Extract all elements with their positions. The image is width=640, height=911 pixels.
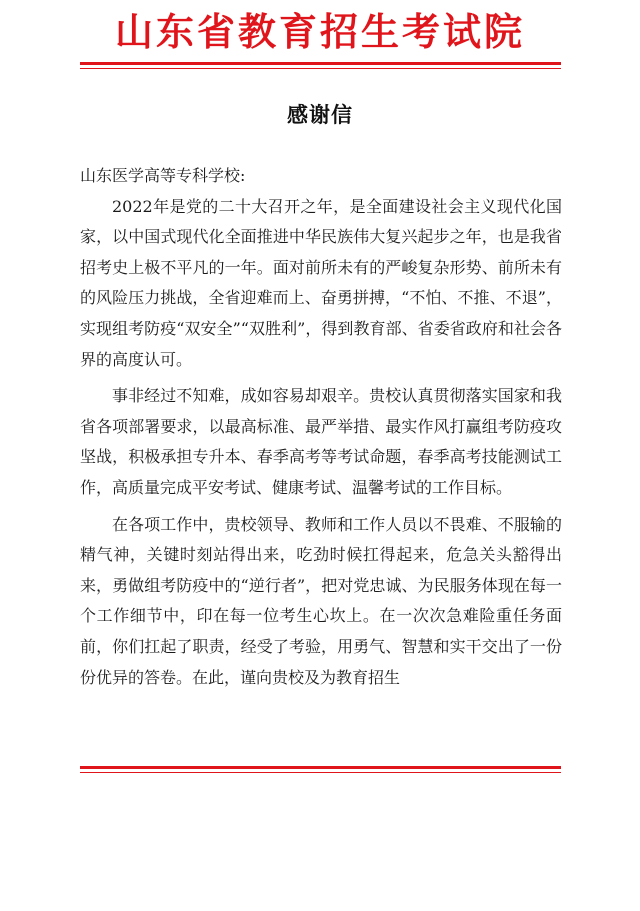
footer-rule-thick bbox=[80, 766, 561, 769]
letter-paragraph: 在各项工作中，贵校领导、教师和工作人员以不畏难、不服输的精气神，关键时刻站得出来，吃劲时候扛得起来，危急关头豁得出来，勇做组考防疫中的“逆行者”，把对党忠诚、为民服务体现在每一个工作细节中，印在每一位考生心坎上。在一次次急难险重任务面前，你们扛起了职责，经受了考验，用勇气、智慧和实干交出了一份份优异的答卷。在此，谨向贵校及为教育招生 bbox=[80, 514, 562, 687]
footer-rule-thin bbox=[80, 772, 561, 773]
letter-title: 感谢信 bbox=[287, 103, 353, 127]
letter-salutation: 山东医学高等专科学校: bbox=[80, 166, 246, 185]
letterhead-title: 山东省教育招生考试院 bbox=[114, 9, 525, 54]
letterhead-rule-thick bbox=[80, 62, 561, 65]
letter-body bbox=[80, 161, 562, 693]
letter-paragraph: 事非经过不知难，成如容易却艰辛。贵校认真贯彻落实国家和我省各项部署要求，以最高标准、最严举措、最实作风打赢组考防疫攻坚战，积极承担专升本、春季高考等考试命题，春季高考技能测试工作，高质量完成平安考试、健康考试、温馨考试的工作目标。 bbox=[80, 386, 562, 497]
letterhead-rule-thin bbox=[80, 68, 561, 69]
letter-paragraph: 2022年是党的二十大召开之年，是全面建设社会主义现代化国家，以中国式现代化全面推进中华民族伟大复兴起步之年，也是我省招考史上极不平凡的一年。面对前所未有的严峻复杂形势、前所未有的风险压力挑战，全省迎难而上、奋勇拼搏，“不怕、不推、不退”，实现组考防疫“双安全”“双胜利”，得到教育部、省委省政府和社会各界的高度认可。 bbox=[80, 196, 562, 369]
